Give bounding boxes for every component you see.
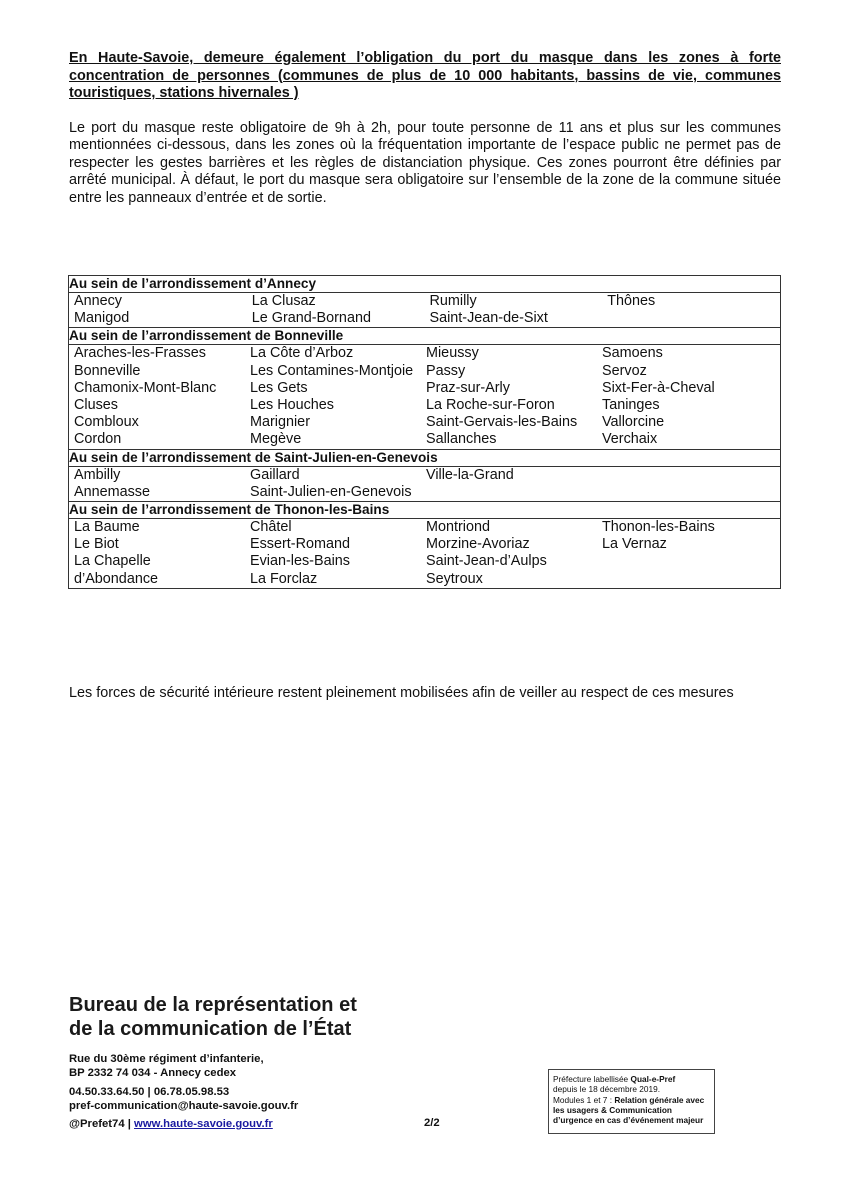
commune-column [597, 467, 773, 501]
commune-name: Bonneville [74, 362, 141, 379]
commune-name: Araches-les-Frasses [74, 345, 206, 362]
commune-columns [69, 293, 780, 327]
commune-name: Rumilly [429, 293, 477, 309]
commune-name: Chamonix-Mont-Blanc [74, 379, 217, 396]
commune-column [245, 467, 421, 501]
commune-name: Mieussy [426, 345, 479, 362]
commune-column [69, 293, 247, 327]
commune-columns [69, 467, 780, 501]
label-module-line3: d’urgence en cas d’événement majeur [553, 1115, 704, 1126]
commune-name: Sallanches [426, 431, 497, 448]
commune-column [602, 293, 780, 327]
commune-column [421, 519, 597, 588]
label-module-line2: les usagers & Communication [553, 1104, 672, 1115]
address-line2: BP 2332 74 034 - Annecy cedex [69, 1066, 237, 1079]
commune-name: La Roche-sur-Foron [426, 397, 555, 414]
commune-name: Annecy [74, 293, 122, 309]
commune-column [69, 519, 245, 588]
commune-column [245, 345, 421, 448]
commune-name: Morzine-Avoriaz [426, 536, 530, 553]
label-date: depuis le 18 décembre 2019. [553, 1084, 661, 1095]
commune-name: Saint-Julien-en-Genevois [250, 483, 412, 500]
commune-name: Manigod [74, 310, 130, 327]
commune-name: Saint-Jean-de-Sixt [429, 310, 548, 327]
commune-name: Ambilly [74, 466, 121, 483]
social-line [69, 1117, 273, 1131]
communes-table [68, 275, 781, 589]
commune-name: Vallorcine [602, 414, 665, 431]
commune-column [597, 519, 773, 588]
intro-paragraph: Le port du masque reste obligatoire de 9h à 2h, pour toute personne de 11 ans et plus sur les communes mentionnées ci-dessous, dans les zones où la fréquentation importante de l’espace public ne permet pas de respecter les gestes barrières et les règles de distanciation physique. Ces zones pourront être définies par arrêté municipal. À défaut, le port du masque sera obligatoire sur l’ensemble de la zone de la commune située entre les panneaux d’entrée et de sortie. [69, 120, 781, 206]
quality-label-box [548, 1069, 715, 1134]
commune-columns [69, 519, 780, 588]
section-title: Au sein de l’arrondissement d’Annecy [69, 276, 781, 293]
commune-name: Servoz [602, 362, 647, 379]
section-title: Au sein de l’arrondissement de Thonon-les-Bains [69, 502, 781, 519]
commune-columns [69, 345, 780, 448]
commune-name: La Forclaz [250, 570, 318, 587]
commune-name: Praz-sur-Arly [426, 379, 510, 396]
twitter-handle[interactable]: @Prefet74 | [69, 1118, 131, 1130]
commune-column [421, 467, 597, 501]
commune-name: Verchaix [602, 431, 658, 448]
commune-name: La Côte d’Arboz [250, 345, 354, 362]
website-link[interactable]: www.haute-savoie.gouv.fr [134, 1118, 273, 1130]
page-number: 2/2 [424, 1117, 440, 1129]
closing-paragraph: Les forces de sécurité intérieure restent pleinement mobilisées afin de veiller au respect de ces mesures [69, 685, 734, 701]
commune-name: La Clusaz [251, 293, 316, 309]
commune-name: Taninges [602, 397, 660, 414]
commune-name: Les Gets [250, 379, 308, 396]
label-modules: Modules 1 et 7 : [553, 1094, 615, 1105]
commune-name: Thônes [607, 293, 656, 309]
contact-block [69, 1053, 298, 1114]
commune-name: Combloux [74, 414, 139, 431]
commune-name: Les Contamines-Montjoie [250, 362, 414, 379]
commune-name: Le Grand-Bornand [251, 310, 371, 327]
commune-name: Samoens [602, 345, 663, 362]
commune-name: Evian-les-Bains [250, 553, 350, 570]
email-address: pref-communication@haute-savoie.gouv.fr [69, 1100, 299, 1113]
commune-column [247, 293, 425, 327]
commune-name: Le Biot [74, 536, 119, 553]
masks-obligation-heading: En Haute-Savoie, demeure également l’obligation du port du masque dans les zones à forte concentration de personnes (communes de plus de 10 000 habitants, bassins de vie, communes touristiques, stations hivernales ) [69, 50, 781, 101]
commune-name: Marignier [250, 414, 310, 431]
bureau-title [69, 993, 357, 1041]
commune-name: Megève [250, 431, 302, 448]
commune-name: Passy [426, 362, 466, 379]
commune-column [421, 345, 597, 448]
bureau-title-line2: de la communication de l’État [69, 1018, 352, 1040]
commune-name: Thonon-les-Bains [602, 519, 715, 536]
commune-name: Cordon [74, 431, 122, 448]
commune-name: Annemasse [74, 483, 150, 500]
commune-name: Montriond [426, 519, 490, 536]
commune-name: Saint-Jean-d’Aulps [426, 553, 547, 570]
phone-numbers: 04.50.33.64.50 | 06.78.05.98.53 [69, 1086, 230, 1099]
section-title: Au sein de l’arrondissement de Bonneville [69, 328, 781, 345]
commune-name: La Chapelle [74, 553, 151, 570]
commune-column [245, 519, 421, 588]
label-module-title: Relation générale avec [614, 1094, 705, 1105]
section-title: Au sein de l’arrondissement de Saint-Julien-en-Genevois [69, 449, 781, 466]
commune-name: La Vernaz [602, 536, 667, 553]
commune-name: Cluses [74, 397, 118, 414]
commune-column [597, 345, 773, 448]
commune-name: Essert-Romand [250, 536, 350, 553]
address-line1: Rue du 30ème régiment d’infanterie, [69, 1053, 264, 1065]
commune-name: Ville-la-Grand [426, 466, 514, 483]
commune-column [69, 345, 245, 448]
label-prefix: Préfecture labellisée [553, 1074, 631, 1084]
commune-name: Saint-Gervais-les-Bains [426, 414, 578, 431]
commune-column [69, 467, 245, 501]
commune-name: Seytroux [426, 570, 483, 587]
commune-name: d’Abondance [74, 570, 159, 587]
bureau-title-line1: Bureau de la représentation et [69, 994, 357, 1016]
commune-name: Sixt-Fer-à-Cheval [602, 379, 715, 396]
commune-name: La Baume [74, 519, 140, 536]
commune-column [425, 293, 603, 327]
commune-name: Châtel [250, 519, 292, 536]
commune-name: Les Houches [250, 397, 334, 414]
commune-name: Gaillard [250, 466, 300, 483]
label-name: Qual-e-Pref [630, 1074, 676, 1084]
